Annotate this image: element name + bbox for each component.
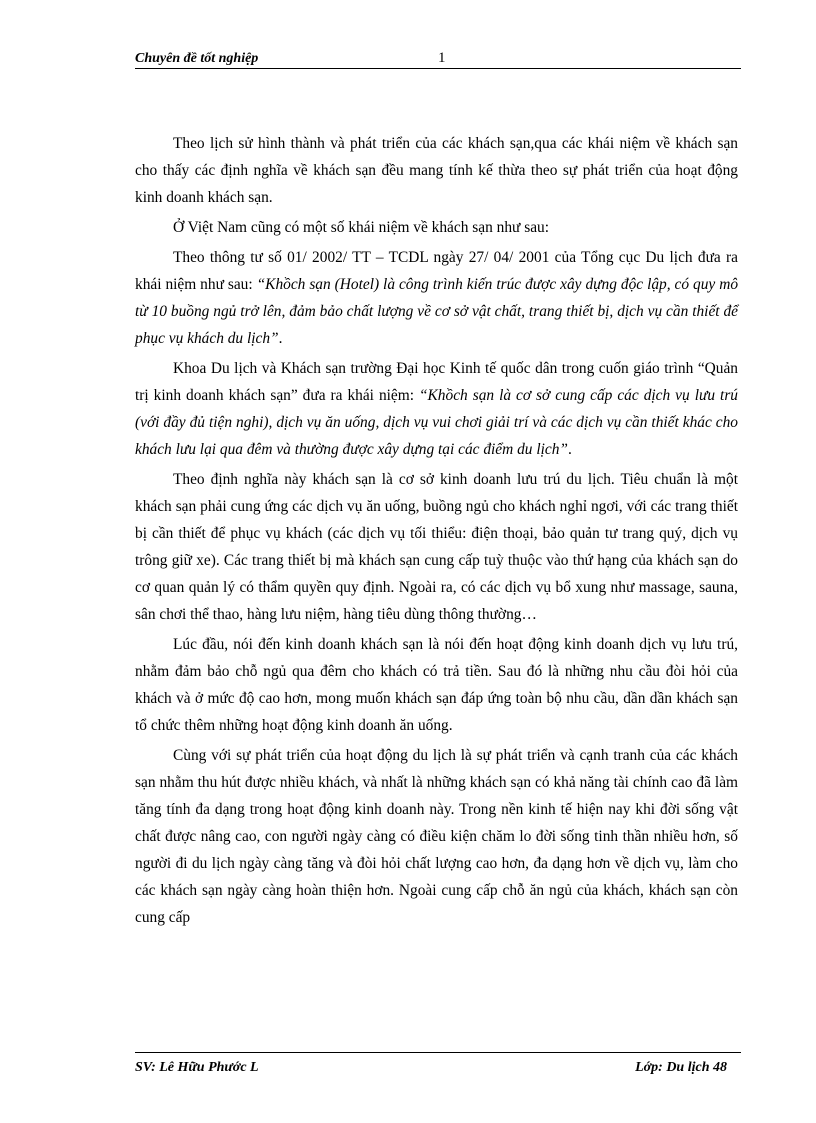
paragraph-2: Ở Việt Nam cũng có một số khái niệm về khách sạn như sau: xyxy=(173,219,550,236)
document-body xyxy=(135,130,738,934)
page-number: 1 xyxy=(438,50,446,66)
hotel-definition-quote-1: “Khồch sạn (Hotel) là công trình kiến trúc được xây dựng độc lập, có quy mô từ 10 buồng ngủ trở lên, đảm bảo chất lượng về cơ sở vật chất, trang thiết bị, dịch vụ cần thiết để phục vụ khách du lịch” xyxy=(135,276,739,347)
hotel-definition-quote-2: “Khồch sạn là cơ sở cung cấp các dịch vụ lưu trú (với đầy đủ tiện nghi), dịch vụ ăn uống, dịch vụ vui chơi giải trí và các dịch vụ cần thiết khác cho khách lưu lại qua đêm và thường được xây dựng tại các điểm du lịch” xyxy=(135,387,739,458)
paragraph-6: Lúc đầu, nói đến kinh doanh khách sạn là nói đến hoạt động kinh doanh dịch vụ lưu trú, nhằm đảm bảo chỗ ngủ qua đêm cho khách có trả tiền. Sau đó là những nhu cầu đòi hỏi của khách và ở mức độ cao hơn, mong muốn khách sạn đáp ứng toàn bộ nhu cầu, dần dần khách sạn tổ chức thêm những hoạt động kinh doanh ăn uống. xyxy=(135,636,738,734)
page-header xyxy=(135,48,741,69)
paragraph-5: Theo định nghĩa này khách sạn là cơ sở kinh doanh lưu trú du lịch. Tiêu chuẩn là một khách sạn phải cung ứng các dịch vụ ăn uống, buồng ngủ cho khách nghỉ ngơi, với các trang thiết bị cần thiết để phục vụ khách (các dịch vụ tối thiểu: điện thoại, bảo quản tư trang quý, dịch vụ trông giữ xe). Các trang thiết bị mà khách sạn cung cấp tuỳ thuộc vào thứ hạng của khách sạn do cơ quan quản lý có thẩm quyền quy định. Ngoài ra, có các dịch vụ bổ xung như massage, sauna, sân chơi thể thao, hàng lưu niệm, hàng tiêu dùng thông thường… xyxy=(135,471,738,623)
page-footer xyxy=(135,1052,741,1077)
paragraph-4: Khoa Du lịch và Khách sạn trường Đại học Kinh tế quốc dân trong cuốn giáo trình “Quản trị kinh doanh khách sạn” đưa ra khái niệm: “Khồch sạn là cơ sở cung cấp các dịch vụ lưu trú (với đầy đủ tiện nghi), dịch vụ ăn uống, dịch vụ vui chơi giải trí và các dịch vụ cần thiết khác cho khách lưu lại qua đêm và thường được xây dựng tại các điểm du lịch”. xyxy=(135,360,739,458)
paragraph-7: Cùng với sự phát triển của hoạt động du lịch là sự phát triển và cạnh tranh của các khách sạn nhằm thu hút được nhiều khách, và nhất là những khách sạn có khả năng tài chính cao đã làm tăng tính đa dạng trong hoạt động kinh doanh này. Trong nền kinh tế hiện nay khi đời sống vật chất được nâng cao, con người ngày càng có điều kiện chăm lo đời sống tinh thần nhiều hơn, số người đi du lịch ngày càng tăng và đòi hỏi chất lượng cao hơn, đa dạng hơn về dịch vụ, làm cho các khách sạn ngày càng hoàn thiện hơn. Ngoài cung cấp chỗ ăn ngủ của khách, khách sạn còn cung cấp xyxy=(135,747,738,926)
paragraph-1: Theo lịch sử hình thành và phát triển của các khách sạn,qua các khái niệm về khách sạn cho thấy các định nghĩa về khách sạn đều mang tính kế thừa theo sự phát triển của hoạt động kinh doanh khách sạn. xyxy=(135,135,738,206)
class-name: Lớp: Du lịch 48 xyxy=(635,1060,727,1075)
student-name: SV: Lê Hữu Phước L xyxy=(135,1060,259,1075)
document-title: Chuyên đề tốt nghiệp xyxy=(135,51,259,66)
paragraph-3: Theo thông tư số 01/ 2002/ TT – TCDL ngày 27/ 04/ 2001 của Tổng cục Du lịch đưa ra khái niệm như sau: “Khồch sạn (Hotel) là công trình kiến trúc được xây dựng độc lập, có quy mô từ 10 buồng ngủ trở lên, đảm bảo chất lượng về cơ sở vật chất, trang thiết bị, dịch vụ cần thiết để phục vụ khách du lịch”. xyxy=(135,249,739,347)
